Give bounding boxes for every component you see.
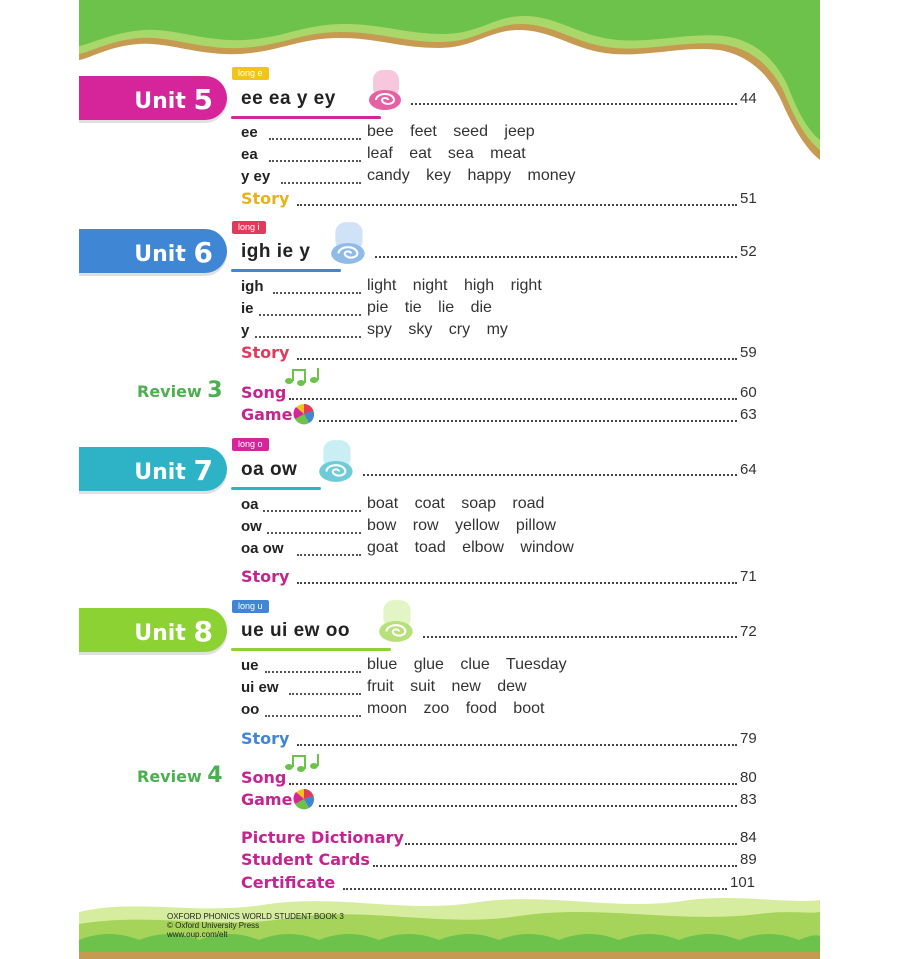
review-4-label: Review 4 — [137, 763, 223, 788]
leader — [267, 532, 361, 534]
unit-5-row-3-key: y ey — [241, 168, 271, 185]
review-3-song-page: 60 — [740, 384, 757, 401]
unit-7-row-1-key: oa — [241, 496, 259, 513]
unit-8-leader — [423, 636, 737, 638]
music-notes-icon — [283, 752, 323, 772]
unit-6-heading: igh ie y — [241, 241, 311, 262]
unit-6-banner — [79, 229, 227, 273]
unit-7-heading: oa ow — [241, 459, 298, 480]
unit-6-story: Story — [241, 343, 290, 362]
unit-5-heading: ee ea y ey — [241, 88, 336, 109]
unit-6-page: 52 — [740, 243, 757, 260]
music-notes-icon — [283, 366, 323, 386]
leader — [269, 138, 361, 140]
leader — [297, 744, 737, 746]
unit-7-row-3-key: oa ow — [241, 540, 284, 557]
unit-5-row-2-key: ea — [241, 146, 258, 163]
scroll-icon — [367, 68, 407, 112]
leader — [373, 865, 737, 867]
unit-5-row-2-words: leaf eat sea meat — [367, 145, 526, 162]
unit-7-story-page: 71 — [740, 568, 757, 585]
unit-7-row-2-key: ow — [241, 518, 262, 535]
unit-8-row-2-key: ui ew — [241, 679, 279, 696]
leader — [255, 336, 361, 338]
footer-line-2: © Oxford University Press — [167, 921, 260, 930]
leader — [319, 805, 737, 807]
game-wheel-icon — [293, 403, 315, 425]
unit-6-tag: long i — [232, 221, 266, 234]
unit-7-underline — [231, 487, 321, 490]
unit-7-row-1-words: boat coat soap road — [367, 495, 545, 512]
certificate-page: 101 — [730, 874, 756, 891]
unit-6-row-2-words: pie tie lie die — [367, 299, 492, 316]
review-4-game-page: 83 — [740, 791, 757, 808]
leader — [269, 160, 361, 162]
review-3-game: Game — [241, 405, 293, 424]
unit-6-row-3-key: y — [241, 322, 250, 339]
review-3-song: Song — [241, 383, 287, 402]
unit-5-row-3-words: candy key happy money — [367, 167, 576, 184]
unit-6-row-1-words: light night high right — [367, 277, 542, 294]
unit-8-label: Unit 8 — [134, 615, 213, 648]
footer-line-3: www.oup.com/elt — [167, 930, 228, 939]
review-4-song-page: 80 — [740, 769, 757, 786]
unit-7-page: 64 — [740, 461, 757, 478]
leader — [289, 398, 737, 400]
leader — [289, 693, 361, 695]
unit-7-label: Unit 7 — [134, 454, 213, 487]
review-4-game: Game — [241, 790, 293, 809]
scroll-icon — [329, 220, 371, 266]
review-3-label: Review 3 — [137, 378, 223, 403]
leader — [273, 292, 361, 294]
unit-6-row-3-words: spy sky cry my — [367, 321, 508, 338]
scroll-icon — [377, 598, 419, 644]
unit-8-row-2-words: fruit suit new dew — [367, 678, 527, 695]
leader — [281, 182, 361, 184]
unit-5-story-page: 51 — [740, 190, 757, 207]
unit-5-label: Unit 5 — [134, 83, 213, 116]
student-cards: Student Cards — [241, 850, 370, 869]
footer-credits — [167, 912, 344, 939]
unit-8-banner — [79, 608, 227, 652]
footer-line-1: OXFORD PHONICS WORLD STUDENT BOOK 3 — [167, 912, 344, 921]
unit-5-underline — [231, 116, 381, 119]
certificate: Certificate — [241, 873, 336, 892]
leader — [319, 420, 737, 422]
unit-8-row-3-words: moon zoo food boot — [367, 700, 545, 717]
unit-7-story: Story — [241, 567, 290, 586]
unit-5-row-1-key: ee — [241, 124, 258, 141]
unit-8-story: Story — [241, 729, 290, 748]
unit-5-row-1-words: bee feet seed jeep — [367, 123, 535, 140]
leader — [265, 671, 361, 673]
leader — [297, 554, 361, 556]
unit-7-tag: long o — [232, 438, 269, 451]
unit-8-underline — [231, 648, 391, 651]
student-cards-page: 89 — [740, 851, 757, 868]
unit-5-story: Story — [241, 189, 290, 208]
unit-8-row-1-key: ue — [241, 657, 259, 674]
unit-7-leader — [363, 474, 737, 476]
leader — [297, 358, 737, 360]
unit-8-row-1-words: blue glue clue Tuesday — [367, 656, 567, 673]
unit-6-underline — [231, 269, 341, 272]
unit-8-page: 72 — [740, 623, 757, 640]
picture-dictionary-page: 84 — [740, 829, 757, 846]
unit-5-banner — [79, 76, 227, 120]
unit-6-leader — [375, 256, 737, 258]
game-wheel-icon — [293, 788, 315, 810]
unit-7-banner — [79, 447, 227, 491]
unit-6-story-page: 59 — [740, 344, 757, 361]
unit-8-story-page: 79 — [740, 730, 757, 747]
leader — [297, 204, 737, 206]
unit-6-row-1-key: igh — [241, 278, 264, 295]
unit-5-leader — [411, 103, 737, 105]
leader — [289, 783, 737, 785]
unit-6-row-2-key: ie — [241, 300, 254, 317]
leader — [265, 715, 361, 717]
leader — [297, 582, 737, 584]
unit-8-row-3-key: oo — [241, 701, 260, 718]
unit-8-heading: ue ui ew oo — [241, 620, 350, 641]
picture-dictionary: Picture Dictionary — [241, 828, 404, 847]
leader — [263, 510, 361, 512]
unit-5-tag: long e — [232, 67, 269, 80]
scroll-icon — [317, 438, 359, 484]
review-3-game-page: 63 — [740, 406, 757, 423]
leader — [405, 843, 737, 845]
unit-6-label: Unit 6 — [134, 236, 213, 269]
unit-5-page: 44 — [740, 90, 757, 107]
leader — [259, 314, 361, 316]
contents-page — [79, 0, 820, 959]
unit-7-row-2-words: bow row yellow pillow — [367, 517, 556, 534]
review-4-song: Song — [241, 768, 287, 787]
unit-8-tag: long u — [232, 600, 269, 613]
unit-7-row-3-words: goat toad elbow window — [367, 539, 574, 556]
